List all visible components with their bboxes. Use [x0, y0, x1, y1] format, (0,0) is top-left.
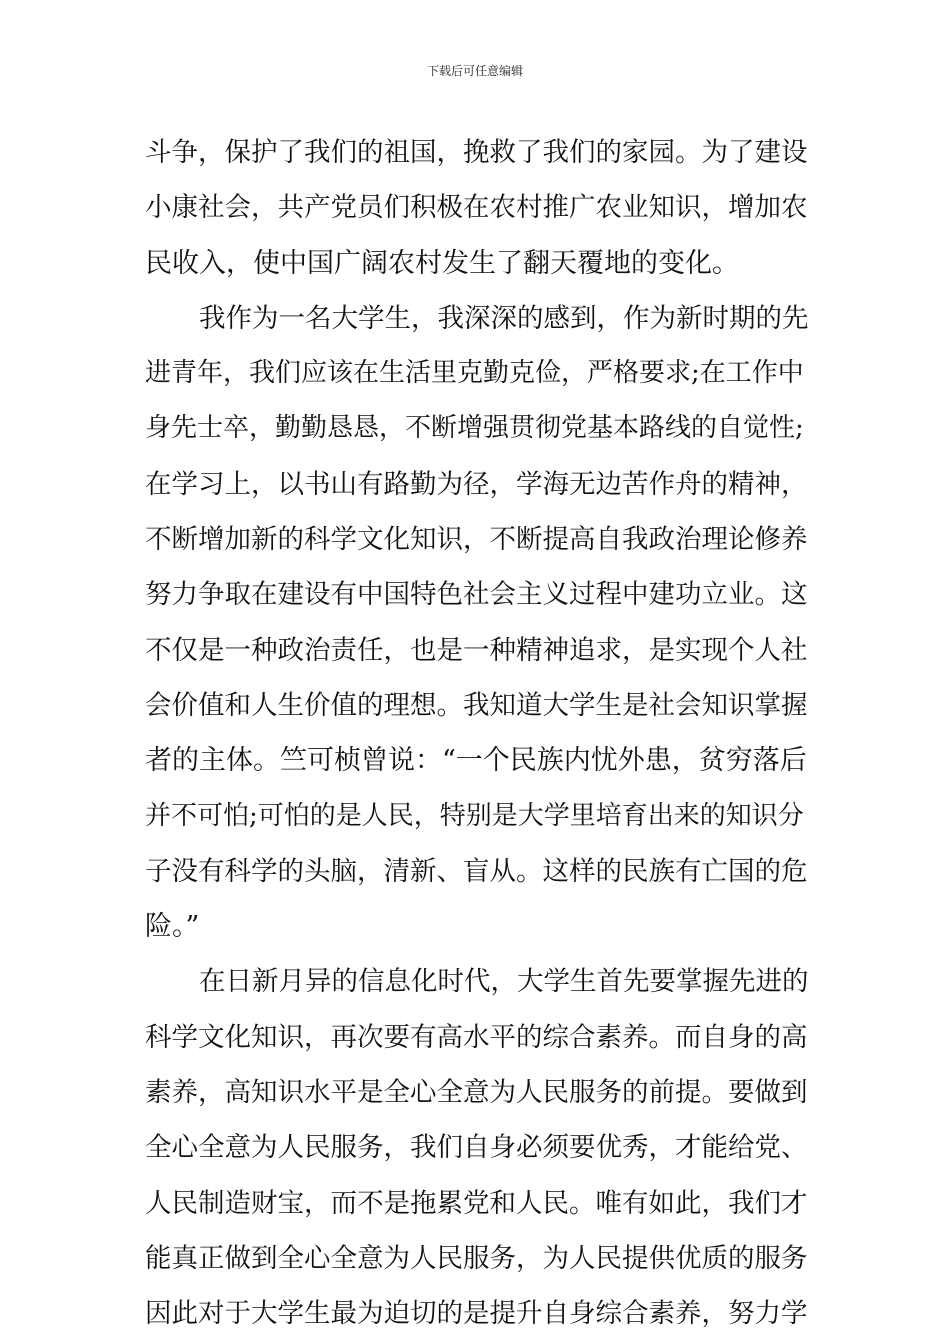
text-line: 能真正做到全心全意为人民服务，为人民提供优质的服务 — [145, 1242, 808, 1274]
text-line: 素养，高知识水平是全心全意为人民服务的前提。要做到 — [145, 1077, 808, 1109]
text-line: 人民制造财宝，而不是拖累党和人民。唯有如此，我们才 — [145, 1187, 808, 1219]
text-line: 会价值和人生价值的理想。我知道大学生是社会知识掌握 — [145, 689, 808, 721]
text-line: 不仅是一种政治责任，也是一种精神追求，是实现个人社 — [145, 634, 808, 666]
text-line: 民收入，使中国广阔农村发生了翻天覆地的变化。 — [145, 247, 739, 279]
text-line: 者的主体。竺可桢曾说：“一个民族内忧外患，贫穷落后 — [145, 745, 807, 777]
document-body — [145, 125, 810, 1342]
text-line: 并不可怕;可怕的是人民，特别是大学里培育出来的知识分 — [145, 800, 804, 831]
page-header: 下载后可任意编辑 — [426, 64, 523, 78]
text-line: 我作为一名大学生，我深深的感到，作为新时期的先 — [199, 302, 809, 334]
text-line: 全心全意为人民服务，我们自身必须要优秀，才能给党、 — [145, 1132, 808, 1164]
text-line: 斗争，保护了我们的祖国，挽救了我们的家园。为了建设 — [145, 137, 808, 168]
text-line: 小康社会，共产党员们积极在农村推广农业知识，增加农 — [145, 192, 808, 224]
text-line: 努力争取在建设有中国特色社会主义过程中建功立业。这 — [145, 579, 808, 611]
text-line: 不断增加新的科学文化知识，不断提高自我政治理论修养 — [145, 524, 808, 556]
text-line: 科学文化知识，再次要有高水平的综合素养。而自身的高 — [145, 1021, 808, 1053]
text-line: 子没有科学的头脑，清新、盲从。这样的民族有亡国的危 — [145, 855, 808, 887]
text-line: 险。” — [145, 911, 200, 943]
text-line: 因此对于大学生最为迫切的是提升自身综合素养，努力学 — [145, 1298, 808, 1330]
text-line: 进青年，我们应该在生活里克勤克俭，严格要求;在工作中 — [145, 358, 804, 389]
text-line: 身先士卒，勤勤恳恳，不断增强贯彻党基本路线的自觉性; — [145, 413, 804, 444]
text-line: 在日新月异的信息化时代，大学生首先要掌握先进的 — [199, 966, 809, 998]
text-line: 在学习上，以书山有路勤为径，学海无边苦作舟的精神， — [145, 468, 808, 500]
